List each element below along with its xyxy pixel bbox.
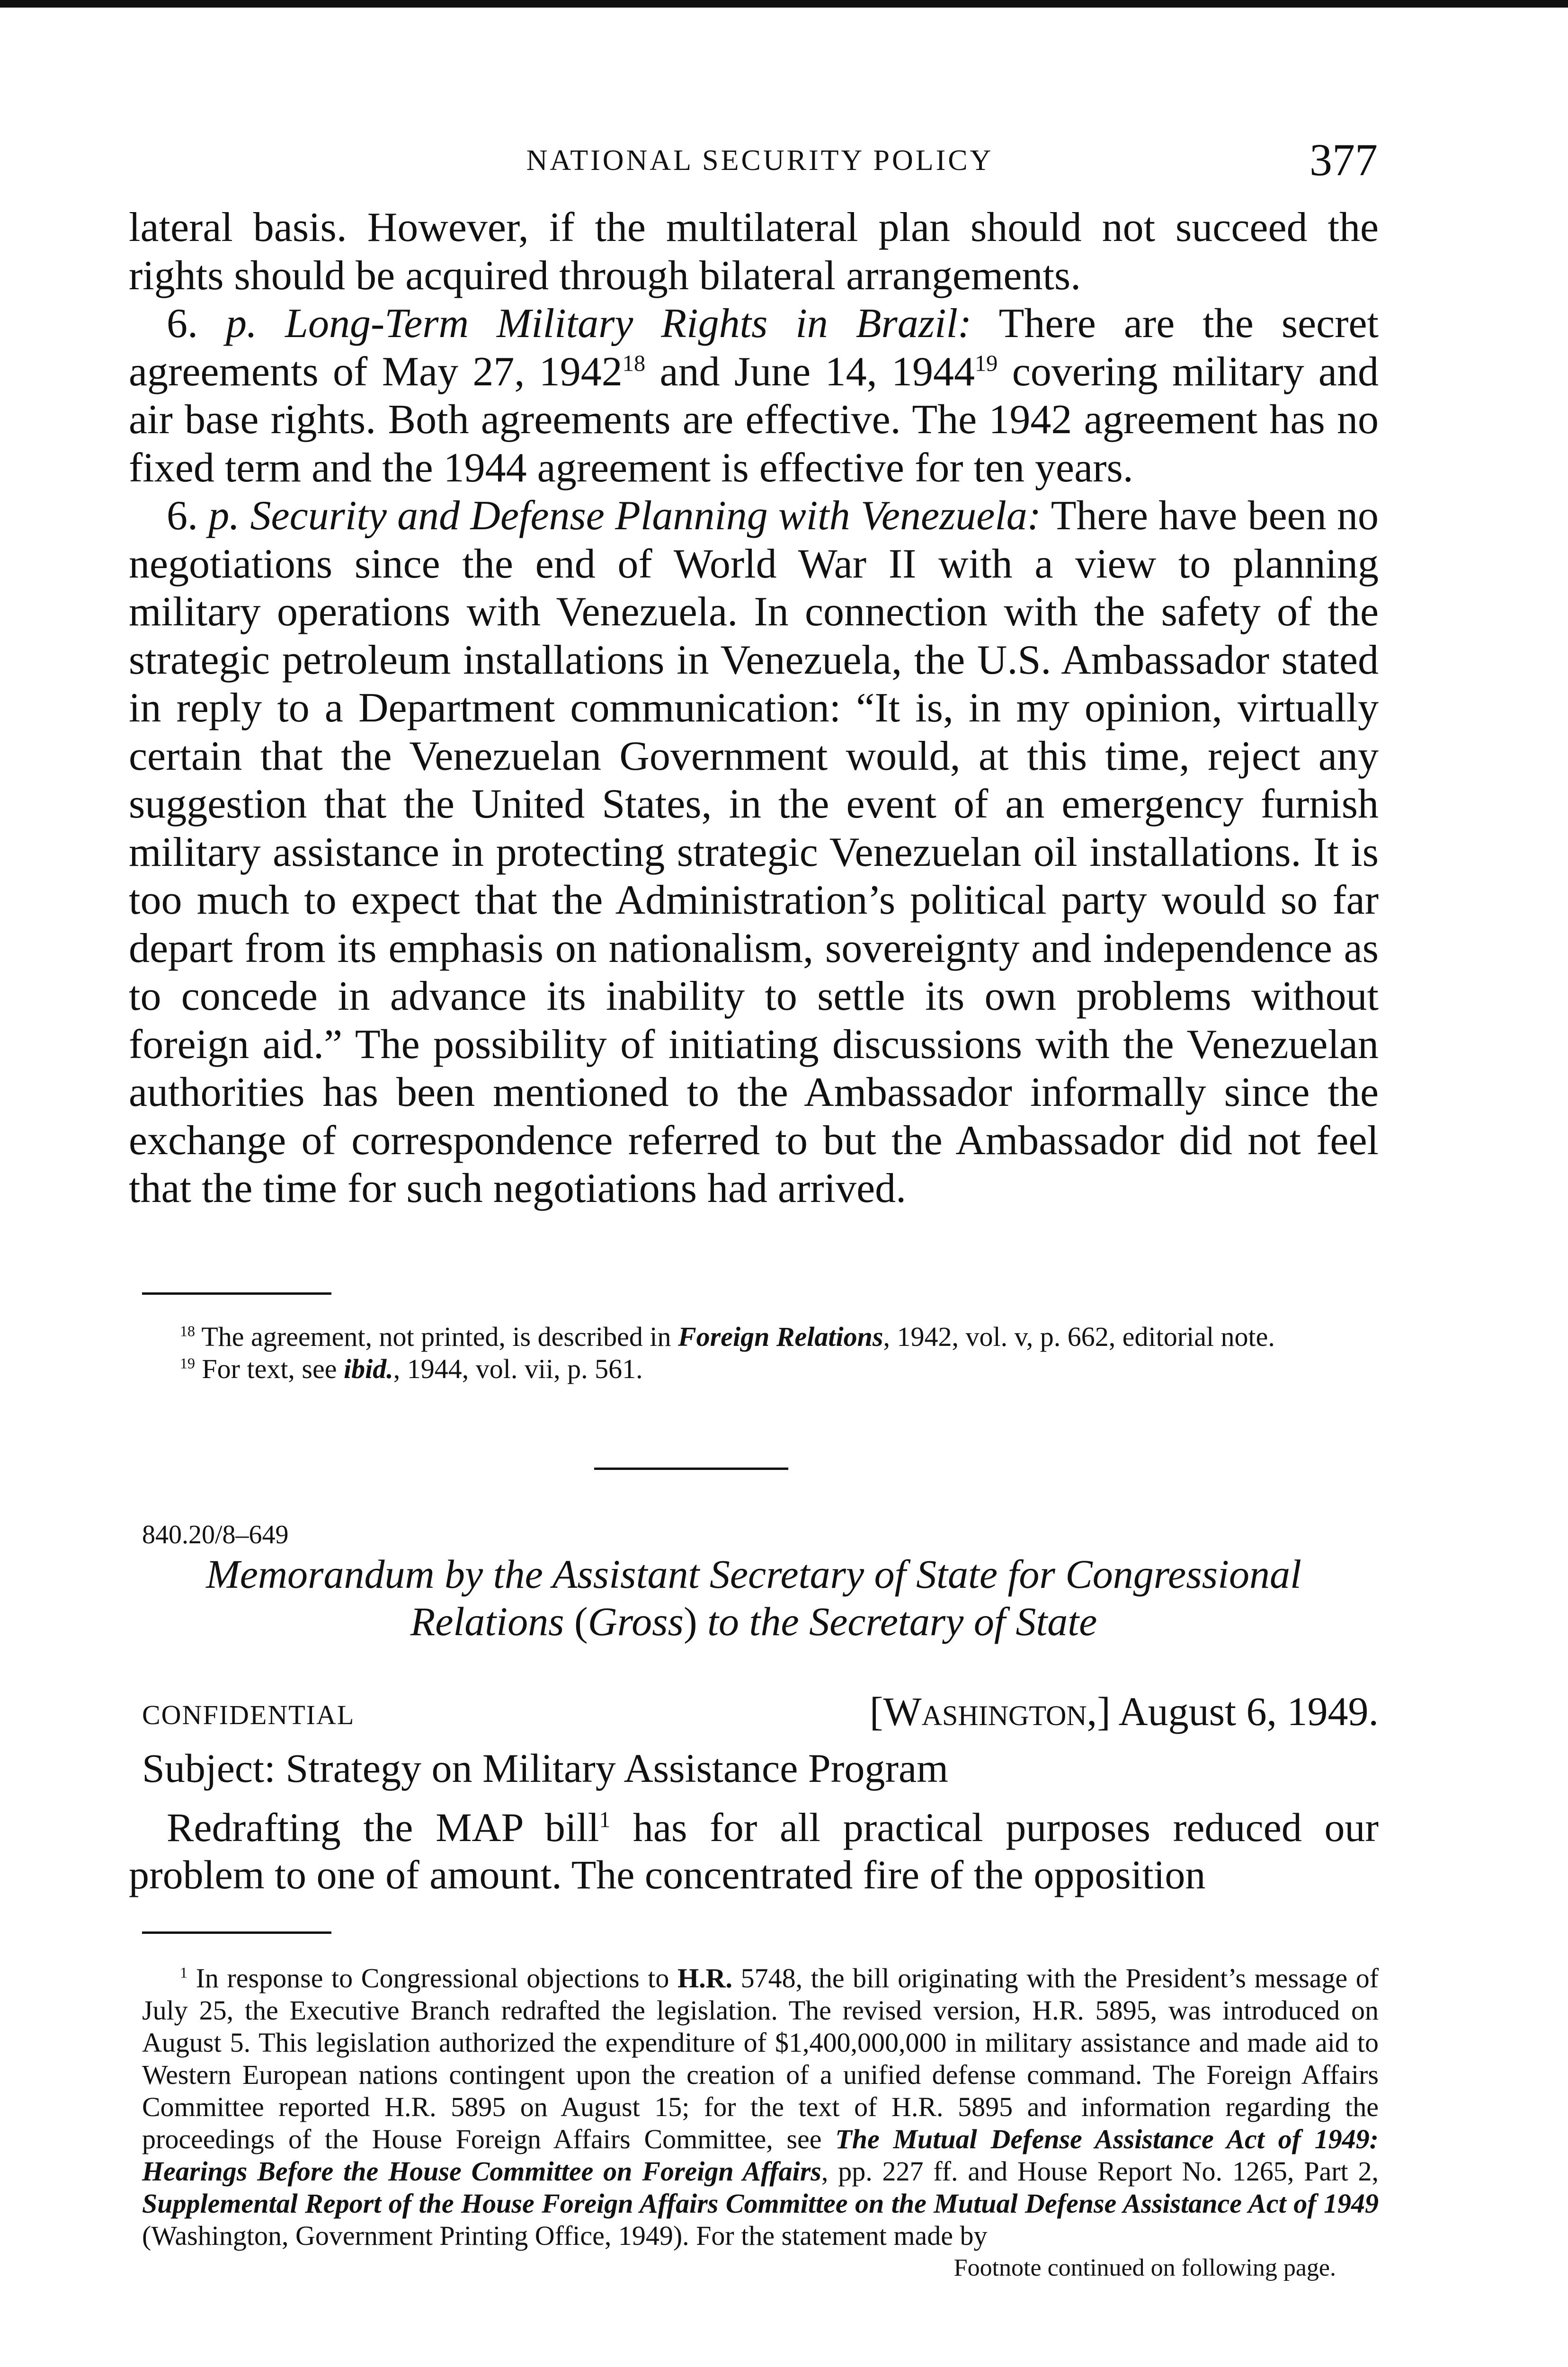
dateline [142, 1688, 1379, 1740]
footnote-italic: ibid. [344, 1353, 393, 1384]
title-text: to the Secretary of State [697, 1599, 1097, 1644]
title-line [129, 1598, 1379, 1645]
title-paren: ( [574, 1599, 588, 1644]
footnote-ref[interactable]: 1 [599, 1807, 611, 1833]
title-line: Memorandum by the Assistant Secretary of State for Congressional [206, 1551, 1301, 1597]
footnote-text: (Washington, Government Printing Office, 1949). For the statement made by [142, 2220, 988, 2251]
subject-line: Subject: Strategy on Military Assistance Program [142, 1745, 949, 1791]
footnote-number: 19 [180, 1355, 195, 1372]
footnote-italic: The Mutual Defense Assistance Act of 1949: Hearings Before the House Committee on Foreign Affairs [142, 2124, 1379, 2187]
paragraph [129, 204, 1379, 300]
footnote-text: , 1942, vol. v, p. 662, editorial note. [883, 1321, 1275, 1352]
date [870, 1688, 1379, 1735]
footnote-text: In response to Congressional objections to [187, 1963, 677, 1993]
paragraph [129, 1804, 1379, 1898]
title-name: Gross [588, 1599, 684, 1644]
running-title: NATIONAL SECURITY POLICY [526, 144, 994, 177]
footnote-text: , pp. 227 ff. and House Report No. 1265, Part 2, [821, 2156, 1379, 2187]
date-text: August 6, 1949. [1110, 1689, 1379, 1734]
footnote-19 [142, 1353, 1379, 1385]
footnotes-section [142, 1321, 1379, 1385]
running-head [142, 133, 1378, 186]
item-heading: p. Long-Term Military Rights in Brazil: [226, 301, 972, 347]
footnote-body [142, 1962, 1379, 2252]
section-divider-rule [594, 1468, 788, 1470]
footnote-text: For text, see [195, 1353, 344, 1384]
paragraph-text: and June 14, 1944 [645, 348, 975, 395]
footnote-text: 5748, the bill originating with the President’s message of July 25, the Executive Branch redrafted the legislation. The revised version, H.R. 5895, was introduced on August 5. This legislation authorized the expenditure of $1,400,000,000 in military assistance and made aid to Western European nations contingent upon the creation of a unified defense command. The Foreign Affairs Committee reported H.R. 5895 on August 15; for the text of H.R. 5895 and information regarding the proceedings of the House Foreign Affairs Committee, see [142, 1963, 1379, 2154]
section-body [129, 204, 1379, 1213]
date-place: [Washington,] [869, 1689, 1111, 1734]
paragraph-text: Redrafting the MAP bill [167, 1805, 599, 1850]
paragraph-text: lateral basis. However, if the multilateral plan should not succeed the rights should be acquired through bilateral arrangements. [129, 205, 1379, 299]
footnote-ref[interactable]: 18 [622, 351, 646, 376]
footnote-ref[interactable]: 19 [974, 351, 998, 376]
footnote-text: The agreement, not printed, is described in [195, 1321, 678, 1352]
footnote-continued: Footnote continued on following page. [953, 2254, 1336, 2281]
item-number: 6. [167, 493, 209, 539]
file-number: 840.20/8–649 [142, 1520, 289, 1549]
title-paren: ) [684, 1599, 697, 1644]
paragraph-text: has for all practical purposes reduced our problem to one of amount. The concentrated fire of the opposition [129, 1805, 1379, 1897]
footnote-italic: Foreign Relations [677, 1321, 883, 1352]
footnote-italic: Supplemental Report of the House Foreign Affairs Committee on the Mutual Defense Assistance Act of 1949 [142, 2188, 1379, 2219]
paragraph-brazil [129, 300, 1379, 492]
footnote-bold: H.R. [677, 1963, 732, 1993]
footnote-text: , 1944, vol. vii, p. 561. [393, 1353, 643, 1384]
classification: CONFIDENTIAL [142, 1700, 355, 1730]
memo-body [129, 1804, 1379, 1898]
paragraph-text: There have been no negotiations since the end of World War II with a view to planning military operations with Venezuela. In connection with the safety of the strategic petroleum installations in Venezuela, the U.S. Ambassador stated in reply to a Department communication: “It is, in my opinion, virtually certain that the Venezuelan Government would, at this time, reject any suggestion that the United States, in the event of an emergency furnish military assistance in protecting strategic Venezuelan oil installations. It is too much to expect that the Administration’s political party would so far depart from its emphasis on nationalism, sovereignty and independence as to concede in advance its inability to settle its own problems without foreign aid.” The possibility of initiating discussions with the Venezuelan authorities has been mentioned to the Ambassador informally since the exchange of correspondence referred to but the Ambassador did not feel that the time for such negotiations had arrived. [129, 493, 1379, 1211]
document-title [129, 1550, 1379, 1645]
top-edge-rule [0, 0, 1568, 8]
footnote-rule [142, 1931, 331, 1934]
footnote-number: 18 [180, 1323, 195, 1340]
paragraph-text: covering military and air base rights. Both agreements are effective. The 1942 agreement has no fixed term and the 1944 agreement is effective for ten years. [129, 348, 1379, 491]
paragraph-venezuela [129, 492, 1379, 1213]
item-heading: p. Security and Defense Planning with Venezuela: [208, 493, 1042, 539]
footnote-rule [142, 1292, 331, 1295]
paragraph-text: There are the secret agreements of May 27, 1942 [129, 301, 1379, 395]
title-text: Relations [410, 1599, 575, 1644]
footnote-1 [142, 1962, 1379, 2284]
footnote-18 [142, 1321, 1379, 1353]
item-number: 6. [167, 301, 226, 347]
footnote-number: 1 [180, 1964, 187, 1981]
page-number: 377 [1310, 134, 1378, 185]
